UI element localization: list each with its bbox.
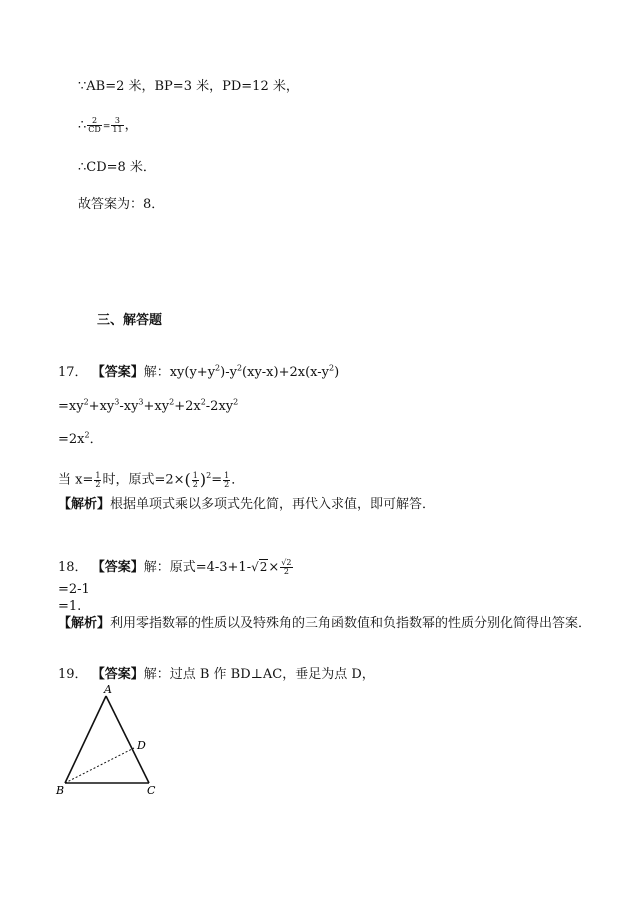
proportion-line — [78, 117, 138, 136]
label-b: B — [56, 784, 65, 797]
q18-analysis-text: 利用零指数幂的性质以及特殊角的三角函数值和负指数幂的性质分别化简得出答案． — [110, 616, 592, 631]
q18-answer-line — [58, 558, 294, 577]
equals-sign: = — [102, 122, 111, 132]
exp: 3 — [114, 397, 120, 407]
q17-answer-line — [58, 364, 339, 382]
exp: 2 — [233, 397, 239, 407]
q18-analysis — [58, 615, 591, 633]
exp: 3 — [138, 397, 144, 407]
sqrt-2: √2 — [251, 560, 268, 574]
q18-step1: =2-1 — [58, 582, 90, 597]
q17-step2 — [58, 431, 103, 449]
q18-answer-tag: 【答案】 — [91, 560, 144, 575]
equals-sign: = — [211, 472, 223, 488]
q18-number: 18． — [58, 560, 88, 575]
statement-given: ∵AB=2 米，BP=3 米，PD=12 米， — [78, 79, 299, 94]
label-c: C — [147, 784, 156, 797]
exp: 2 — [83, 397, 89, 407]
term: -xy — [119, 399, 139, 414]
q17-answer-tag: 【答案】 — [91, 365, 144, 380]
fraction-2-cd: $\frac{2}{CD}$ — [88, 116, 101, 134]
sub-text: 时，原式=2× — [102, 472, 185, 488]
q17-step1 — [58, 398, 238, 416]
q17-analysis-text: 根据单项式乘以多项式先化简，再代入求值，即可解答． — [110, 497, 436, 512]
term: +xy — [143, 399, 170, 414]
term: +xy — [88, 399, 115, 414]
q17-expr-part: ) — [334, 365, 340, 380]
q17-expr-part: (xy-x)+2x(x-y — [242, 365, 329, 380]
triangle-figure — [52, 682, 192, 802]
q17-exp: 2 — [215, 363, 221, 373]
paren-open: ( — [184, 470, 191, 489]
label-a: A — [104, 683, 112, 696]
fraction-half: $\frac{1}{2}$ — [95, 470, 101, 489]
final-answer: 故答案为：8． — [78, 197, 165, 212]
period: ． — [89, 432, 103, 447]
section-title: 三、解答题 — [97, 313, 163, 328]
q17-expr-part: 解：xy(y+y — [143, 365, 216, 380]
paren-close: ) — [199, 470, 207, 489]
q19-answer-tag: 【答案】 — [91, 667, 144, 682]
therefore-symbol: ∴ — [78, 118, 87, 133]
q17-exp: 2 — [236, 363, 243, 373]
term: =xy — [58, 399, 84, 414]
q18-analysis-tag: 【解析】 — [58, 616, 111, 631]
exp: 2 — [206, 471, 212, 481]
q17-expr-part: )-y — [220, 365, 237, 380]
q18-expr: 解：原式=4-3+1- — [143, 560, 252, 575]
fraction-half: $\frac{1}{2}$ — [192, 470, 198, 489]
q17-analysis — [58, 496, 435, 514]
term: =2x — [58, 432, 85, 447]
times-sign: × — [268, 560, 280, 575]
q17-analysis-tag: 【解析】 — [58, 497, 111, 512]
q19-number: 19． — [58, 667, 88, 682]
side-ab — [65, 696, 106, 783]
fraction-half: $\frac{1}{2}$ — [224, 470, 230, 489]
period: ． — [231, 472, 245, 488]
q17-number: 17． — [58, 365, 88, 380]
q18-step2: =1. — [58, 599, 82, 614]
sub-text: 当 x= — [58, 472, 94, 488]
altitude-bd — [65, 748, 134, 783]
exp: 2 — [200, 397, 206, 407]
fraction-sqrt2-over-2: $\frac{√2}{2}$ — [281, 558, 292, 576]
term: +2x — [174, 399, 201, 414]
q17-exp: 2 — [329, 363, 335, 373]
exp: 2 — [169, 397, 175, 407]
label-d: D — [137, 739, 146, 752]
term: -2xy — [205, 399, 234, 414]
fraction-3-11: $\frac{3}{11}$ — [112, 116, 123, 134]
q17-substitution — [58, 471, 244, 490]
q19-text: 解：过点 B 作 BD⊥AC，垂足为点 D， — [143, 667, 375, 682]
exp: 2 — [84, 430, 90, 440]
statement-cd: ∴CD=8 米． — [78, 160, 156, 175]
comma: ， — [124, 118, 138, 133]
